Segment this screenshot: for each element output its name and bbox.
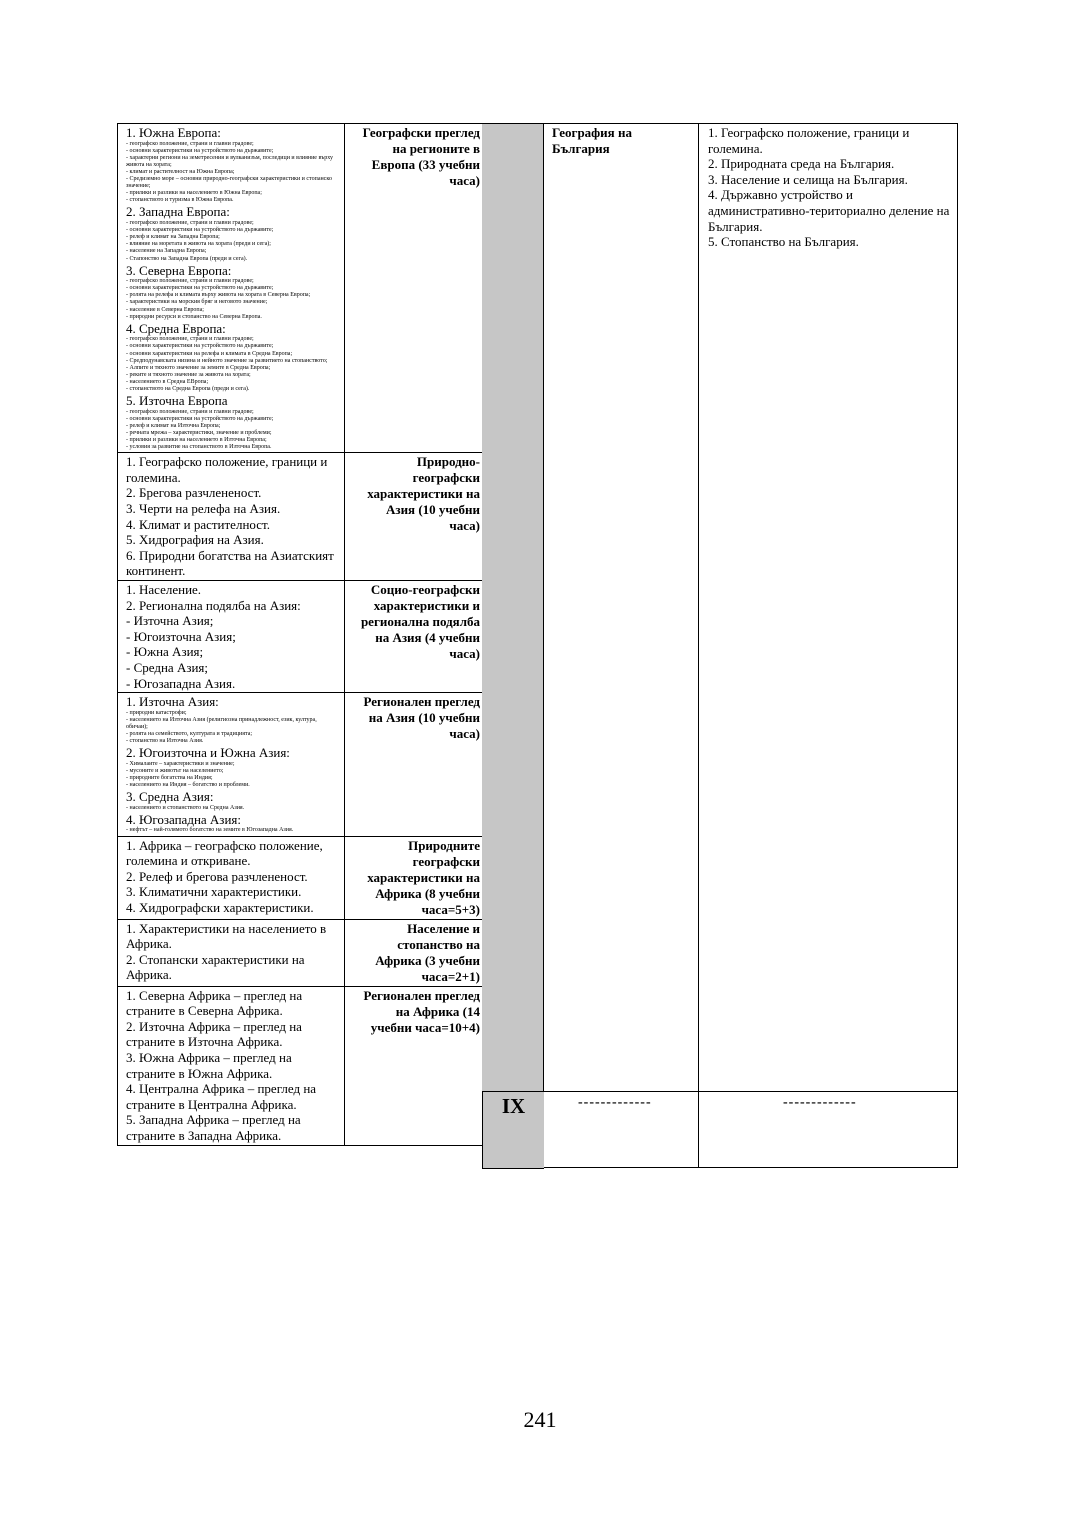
bulgaria-topic: 1. Географско положение, граници и големина. (708, 125, 910, 156)
topic-heading: - Югоизточна Азия; (126, 628, 236, 644)
topic-detail: - Средподунавската низина и нейното значение за развитието на стопанството; (126, 357, 328, 364)
topics-cell (118, 453, 345, 581)
topic-heading: 4. Централна Африка – преглед на страните в Централна Африка. (126, 1081, 317, 1112)
topic-heading: 2. Релеф и брегова разчлененост. (126, 868, 308, 884)
topic-heading: 4. Югозападна Азия: (126, 811, 241, 827)
topics-cell (118, 581, 345, 693)
table-row (118, 919, 489, 986)
topic-heading: 5. Западна Африка – преглед на страните в Западна Африка. (126, 1112, 301, 1143)
topic-detail: - Стапонство на Западна Европа (преди и сега). (126, 255, 248, 262)
topic-detail: - речната мрежа – характеристики, значение и проблеми; (126, 429, 272, 436)
topic-heading: 6. Природни богатства на Азиатският континент. (126, 547, 334, 579)
topic-detail: - географско положение, страни и главни градове; (126, 408, 254, 415)
grade-ix-topics-placeholder: ------------- (783, 1095, 857, 1110)
topic-detail: - население на Западна Европа; (126, 248, 207, 255)
topic-detail: - природни катастрофи; (126, 709, 187, 716)
topic-heading: 2. Регионална подялба на Азия: (126, 597, 301, 613)
topic-heading: - Средна Азия; (126, 659, 209, 675)
topic-heading: 4. Климат и растителност. (126, 516, 270, 532)
topic-heading: 1. Характеристики на населението в Африка. (126, 920, 327, 952)
topic-heading: 2. Югоизточна и Южна Азия: (126, 745, 290, 761)
topic-detail: - Алпите и тяхното значение за земите в Средна Европа; (126, 364, 271, 371)
topic-detail: - стопанството на Средна Европа (преди и сега). (126, 386, 250, 392)
topics-cell (118, 124, 345, 453)
topic-heading: 3. Северна Европа: (126, 262, 232, 278)
topic-detail: - природните богатства на Индия; (126, 775, 213, 781)
topic-detail: - основни характеристики на релефа и климата в Средна Европа; (126, 350, 293, 357)
page-number: 241 (523, 1407, 557, 1432)
topic-detail: - основни характеристики на устройството на държавите; (126, 227, 274, 234)
topic-heading: 1. Източна Азия: (126, 694, 219, 710)
topic-detail: - Хималаите – характеристики и значение; (126, 760, 235, 767)
topic-heading: 5. Източна Европа (126, 393, 228, 409)
topic-detail: - климат и растителност на Южна Европа; (126, 168, 235, 175)
table-row (118, 986, 489, 1145)
topic-detail: - населението и стопанството на Средна Азия. (126, 804, 245, 811)
topic-detail: - ролята на релефа и климата върху живота на хората в Северна Европа; (126, 292, 311, 299)
table-row (118, 693, 489, 836)
topic-heading: 1. Северна Африка – преглед на страните в Северна Африка. (126, 987, 303, 1019)
table-row (118, 581, 489, 693)
table-row (118, 453, 489, 581)
topic-detail: - характеристики на морския бряг и неговото значение; (126, 299, 268, 306)
topic-heading: 2. Брегова разчлененост. (126, 485, 262, 501)
topics-cell (118, 919, 345, 986)
topic-detail: - географско положение, страни и главни градове; (126, 220, 254, 227)
topic-heading: 5. Хидрография на Азия. (126, 532, 264, 548)
topic-heading: 4. Средна Европа: (126, 320, 226, 336)
topic-detail: - географско положение, страни и главни градове; (126, 140, 254, 147)
section-title-cell: Природно-географски характеристики на Азия (10 учебни часа) (345, 453, 489, 581)
topic-detail: - ролята на семейството, културата и традицията; (126, 731, 253, 738)
topic-heading: 2. Източна Африка – преглед на страните в Източна Африка. (126, 1018, 302, 1050)
topic-detail: - населението на Източна Азия (религиозна принадлежност, език, култура, обичаи); (126, 716, 317, 730)
topic-heading: - Източна Азия; (126, 613, 214, 629)
topic-detail: - релеф и климат на Западна Европа; (126, 234, 220, 241)
topic-heading: 1. Африка – географско положение, големина и откриване. (126, 837, 323, 869)
topics-cell (118, 986, 345, 1145)
topic-detail: - характерни региони на земетресения и вулканизъм, последици и влияние върху живота на хората; (126, 154, 334, 168)
topic-detail: - населението на Индия – богатство и проблеми. (126, 782, 250, 789)
section-title-cell: Регионален преглед на Азия (10 учебни часа) (345, 693, 489, 836)
topic-heading: 3. Южна Африка – преглед на страните в Южна Африка. (126, 1049, 292, 1081)
bulgaria-topic: 2. Природната среда на България. (708, 156, 895, 172)
bulgaria-topic: 5. Стопанство на България. (708, 234, 859, 250)
topic-heading: 3. Черти на релефа на Азия. (126, 501, 281, 517)
shaded-grade-column (482, 123, 544, 1092)
topic-heading: 4. Хидрографски характеристики. (126, 899, 314, 915)
topic-detail: - влияние на моретата в живота на хората (преди и сега); (126, 241, 271, 248)
topic-detail: - географско положение, страни и главни градове; (126, 336, 254, 343)
topic-heading: 3. Средна Азия: (126, 789, 214, 805)
topic-detail: - стопанство на Източна Азия. (126, 738, 204, 745)
table-row (118, 124, 489, 453)
topic-detail: - географско положение, страни и главни градове; (126, 278, 254, 285)
topic-detail: - Средиземно море – основни природно-географски характеристики и стопанско значение; (126, 176, 332, 190)
bulgaria-theme: География на България (552, 125, 632, 156)
topic-detail: - основни характеристики на устройството на държавите; (126, 415, 274, 422)
table-row (118, 836, 489, 919)
topic-detail: - мусоните и животът на населението; (126, 767, 224, 774)
topic-detail: - основни характеристики на устройството на държавите; (126, 285, 274, 292)
grade-ix-cell: IX (482, 1091, 544, 1169)
topic-detail: - население в Северна Европа; (126, 306, 204, 313)
topic-detail: - релеф и климат на Източна Европа; (126, 422, 221, 429)
row-divider (544, 1091, 957, 1092)
topic-heading: - Южна Азия; (126, 644, 204, 660)
topic-heading: 2. Западна Европа: (126, 204, 230, 220)
bulgaria-topic: 4. Държавно устройство и административно-териториално деление на България. (708, 187, 950, 234)
topic-detail: - основни характеристики на устройството на държавите; (126, 147, 274, 154)
bulgaria-topic: 3. Население и селища на България. (708, 171, 908, 187)
section-title-cell: Регионален преглед на Африка (14 учебни часа=10+4) (345, 986, 489, 1145)
topic-detail: - стопанството и туризма в Южна Европа. (126, 197, 234, 204)
section-title-cell: Географски преглед на регионите в Европа (33 учебни часа) (345, 124, 489, 453)
topic-detail: - реките и тяхното значение за живота на хората; (126, 371, 251, 378)
topic-detail: - природни ресурси и стопанство на Северна Европа. (126, 313, 262, 320)
topics-cell (118, 693, 345, 836)
topic-heading: 1. Население. (126, 582, 202, 597)
bulgaria-table (543, 123, 958, 1168)
topics-cell (118, 836, 345, 919)
topic-detail: - основни характеристики на устройството на държавите; (126, 343, 274, 350)
topic-detail: - условия за развитие на стопанството в Източна Европа. (126, 444, 272, 451)
topic-detail: - населението в Средна ЕВропа; (126, 378, 209, 385)
topic-heading: 1. Южна Европа: (126, 125, 221, 140)
topic-detail: - прилики и разлики на населението в Източна Европа; (126, 437, 267, 444)
section-title-cell: Социо-географски характеристики и регионална подялба на Азия (4 учебни часа) (345, 581, 489, 693)
curriculum-table-left (117, 123, 489, 1146)
topic-detail: - нефтът – най-голямото богатство на земите в Югозападна Азия. (126, 827, 294, 834)
section-title-cell: Природните географски характеристики на Африка (8 учебни часа=5+3) (345, 836, 489, 919)
topic-heading: 1. Географско положение, граници и големина. (126, 454, 328, 485)
grade-ix-theme-placeholder: ------------- (578, 1095, 652, 1110)
column-divider (698, 124, 699, 1167)
bulgaria-topics-list (708, 125, 953, 250)
topic-heading: 2. Стопански характеристики на Африка. (126, 951, 305, 983)
topic-heading: 3. Климатични характеристики. (126, 884, 302, 900)
section-title-cell: Население и стопанство на Африка (3 учебни часа=2+1) (345, 919, 489, 986)
topic-detail: - прилики и разлики на населението в Южна Европа; (126, 190, 262, 197)
topic-heading: - Югозападна Азия. (126, 675, 236, 691)
